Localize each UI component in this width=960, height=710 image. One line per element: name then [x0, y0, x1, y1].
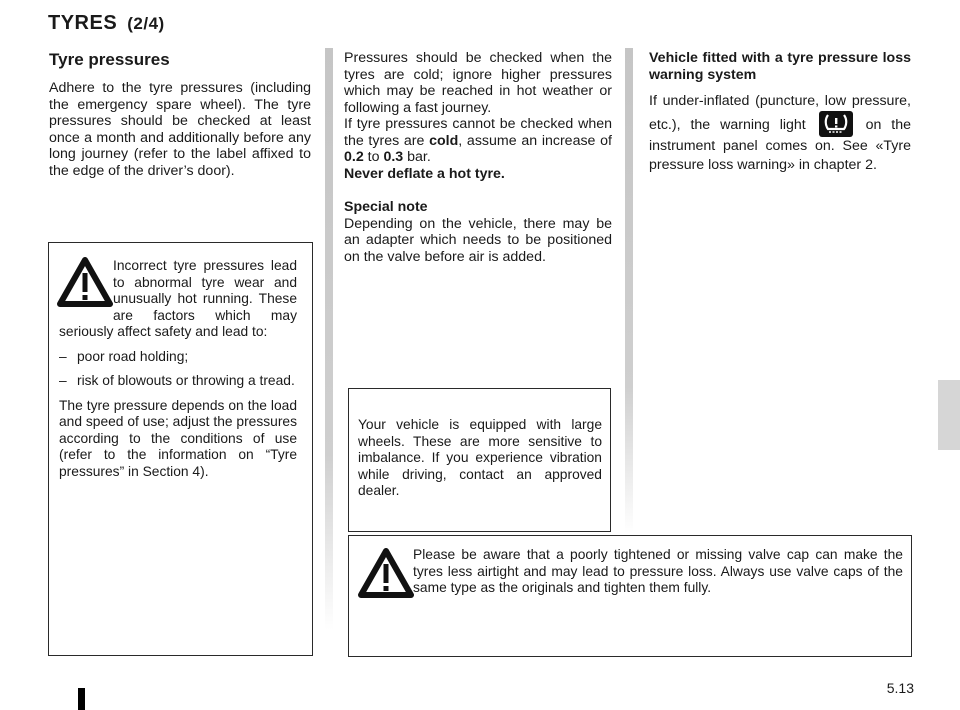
footer-marker: [78, 688, 85, 710]
column-divider-1: [325, 48, 333, 630]
valve-cap-warning-box: [348, 535, 912, 657]
list-item: – risk of blowouts or throwing a tread.: [59, 373, 295, 388]
page-number: 5.13: [886, 680, 914, 696]
valve-cap-text: Please be aware that a poorly tightened or missing valve cap can make the tyres less airtight and may lead to pressure loss. Always use valve caps of the same type as the originals and tighten them fully.: [413, 547, 903, 595]
tpms-title: Vehicle fitted with a tyre pressure loss warning system: [649, 50, 911, 83]
list-item: – poor road holding;: [59, 348, 189, 364]
title-subtitle: (2/4): [127, 14, 165, 33]
column-divider-2: [625, 48, 633, 533]
warning-triangle-icon-front: [57, 257, 113, 307]
large-wheels-text: Your vehicle is equipped with large wheels. These are more sensitive to imbalance. If you experience vibration while driving, contact an approved dealer.: [358, 417, 602, 498]
pressure-p1: Pressures should be checked when the tyres are cold; ignore higher pressures which may be reached in hot weather or following a fast journey.: [344, 50, 612, 116]
tpms-text: If under-inflated (puncture, low pressure, etc.), the warning light on the instrument panel comes on. See «Tyre pressure loss warning» in chapter 2.: [649, 93, 911, 173]
title-text: TYRES: [48, 12, 118, 34]
special-note-title: Special note: [344, 199, 428, 215]
warning-text2: The tyre pressure depends on the load and speed of use; adjust the pressures according to the conditions of use (refer to the information on “Tyre pressures” in Section 4).: [59, 397, 297, 479]
pressure-p3: Never deflate a hot tyre.: [344, 165, 505, 182]
tyre-pressure-warning-light-icon: [819, 111, 853, 137]
warning-triangle-icon: [358, 548, 414, 598]
pressure-check-text: [344, 50, 612, 265]
intro-paragraph: Adhere to the tyre pressures (including the emergency spare wheel). The tyre pressures should be checked at least once a month and additionally before any long journey (refer to the label affixed to the edge of the driver’s door).: [49, 80, 311, 179]
large-wheels-info-box: [348, 388, 611, 532]
page-title: [48, 12, 165, 35]
section-heading: Tyre pressures: [49, 50, 170, 69]
tpms-section: [649, 50, 911, 175]
special-note-text: Depending on the vehicle, there may be an adapter which needs to be positioned on the valve before air is added.: [344, 215, 612, 265]
warning-lead-text: Incorrect tyre pressures lead to abnormal tyre wear and unusually hot running. These are factors which may seriously affect safety and lead to:: [59, 258, 297, 339]
pressure-p2: If tyre pressures cannot be checked when the tyres are cold, assume an increase of 0.2 to 0.3 bar.: [344, 116, 612, 165]
chapter-side-tab: [938, 380, 960, 450]
